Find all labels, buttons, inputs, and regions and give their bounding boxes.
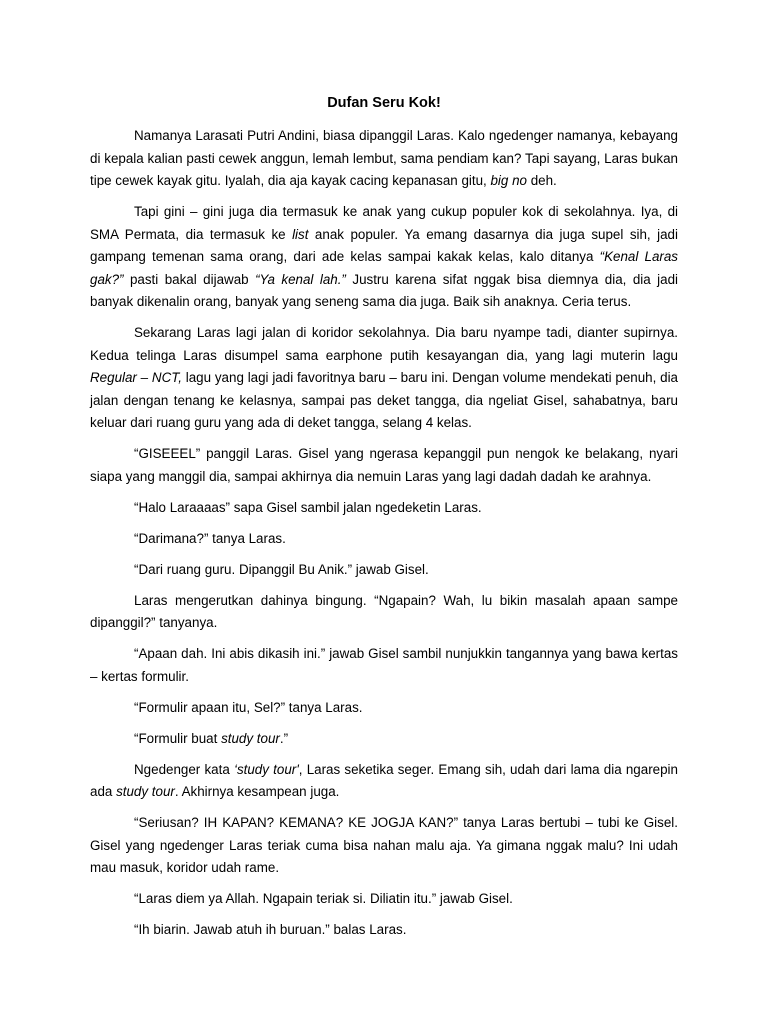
paragraph <box>90 322 678 435</box>
paragraph-text: anak populer. Ya emang dasarnya dia juga supel sih, jadi gampang temenan sama orang, dari ade kelas sampai kakak kelas, kalo ditanya <box>90 226 678 264</box>
paragraph-text: “Formulir apaan itu, Sel?” tanya Laras. <box>134 699 363 715</box>
paragraph <box>90 697 678 720</box>
paragraph-text: “Ih biarin. Jawab atuh ih buruan.” balas Laras. <box>134 922 407 937</box>
paragraph <box>90 759 678 804</box>
italic-text: Regular – NCT, <box>90 370 182 385</box>
paragraph-text: Justru karena sifat nggak bisa diemnya dia, dia jadi banyak dikenalin orang, banyak yang seneng sama dia juga. Baik sih anaknya. Ceria terus. <box>90 271 678 309</box>
paragraph <box>90 497 678 520</box>
italic-text: big no <box>490 173 527 188</box>
paragraph <box>90 888 678 911</box>
paragraph-text: pasti bakal dijawab <box>123 271 256 287</box>
paragraph <box>90 728 678 751</box>
italic-text: “Kenal Laras gak?” <box>90 249 678 287</box>
paragraph <box>90 559 678 582</box>
paragraph-text: Tapi gini – gini juga dia termasuk ke anak yang cukup populer kok di sekolahnya. Iya, di SMA Permata, dia termasuk ke <box>90 204 678 242</box>
paragraph <box>90 919 678 942</box>
paragraph <box>90 201 678 314</box>
paragraph <box>90 590 678 635</box>
paragraph <box>90 443 678 488</box>
italic-text: list <box>292 226 309 242</box>
paragraph <box>90 643 678 688</box>
paragraph-text: , Laras seketika seger. Emang sih, udah dari lama dia ngarepin ada <box>90 761 678 799</box>
italic-text: study tour <box>221 730 280 746</box>
paragraph-text: Sekarang Laras lagi jalan di koridor sekolahnya. Dia baru nyampe tadi, dianter supirnya. Kedua telinga Laras disumpel sama earphone putih kesayangan dia, yang lagi muterin lagu <box>90 325 678 363</box>
paragraph-text: .” <box>279 730 289 746</box>
paragraph <box>90 528 678 551</box>
italic-text: “Ya kenal lah.” <box>255 271 346 287</box>
paragraph <box>90 125 678 193</box>
italic-text: study tour <box>116 784 175 799</box>
paragraph-text: . Akhirnya kesampean juga. <box>174 784 340 799</box>
document-title: Dufan Seru Kok! <box>327 95 441 111</box>
paragraph-text: “Apaan dah. Ini abis dikasih ini.” jawab Gisel sambil nunjukkin tangannya yang bawa kertas – kertas formulir. <box>90 646 678 684</box>
paragraph <box>90 812 678 880</box>
paragraph-text: “GISEEEL” panggil Laras. Gisel yang ngerasa kepanggil pun nengok ke belakang, nyari siapa yang manggil dia, sampai akhirnya dia nemuin Laras yang lagi dadah dadah ke arahnya. <box>90 446 678 484</box>
paragraph-text: “Formulir buat <box>134 730 222 746</box>
paragraph-text: “Halo Laraaaas” sapa Gisel sambil jalan ngedeketin Laras. <box>134 499 482 515</box>
paragraph-text: lagu yang lagi jadi favoritnya baru – baru ini. Dengan volume mendekati penuh, dia jalan dengan tenang ke kelasnya, sampai pas deket tangga, dia ngeliat Gisel, sahabatnya, baru keluar dari ruang guru yang ada di deket tangga, selang 4 kelas. <box>90 370 679 430</box>
italic-text: ‘study tour' <box>233 761 299 777</box>
paragraph-text: “Darimana?” tanya Laras. <box>134 530 286 546</box>
paragraph-text: “Seriusan? IH KAPAN? KEMANA? KE JOGJA KAN?” tanya Laras bertubi – tubi ke Gisel. Gisel yang ngedenger Laras teriak cuma bisa nahan malu aja. Ya gimana nggak malu? Ini udah mau masuk, koridor udah rame. <box>90 815 678 875</box>
paragraph-text: “Laras diem ya Allah. Ngapain teriak si. Diliatin itu.” jawab Gisel. <box>134 891 513 906</box>
paragraph-text: Laras mengerutkan dahinya bingung. “Ngapain? Wah, lu bikin masalah apaan sampe dipanggil?” tanyanya. <box>90 592 678 630</box>
paragraph-text: “Dari ruang guru. Dipanggil Bu Anik.” jawab Gisel. <box>134 561 429 577</box>
paragraph-text: Ngedenger kata <box>134 761 234 777</box>
paragraph-text: Namanya Larasati Putri Andini, biasa dipanggil Laras. Kalo ngedenger namanya, kebayang di kepala kalian pasti cewek anggun, lemah lembut, sama pendiam kan? Tapi sayang, Laras bukan tipe cewek kayak gitu. Iyalah, dia aja kayak cacing kepanasan gitu, <box>90 128 678 188</box>
paragraph-text: deh. <box>526 173 557 188</box>
document-body <box>90 125 678 950</box>
